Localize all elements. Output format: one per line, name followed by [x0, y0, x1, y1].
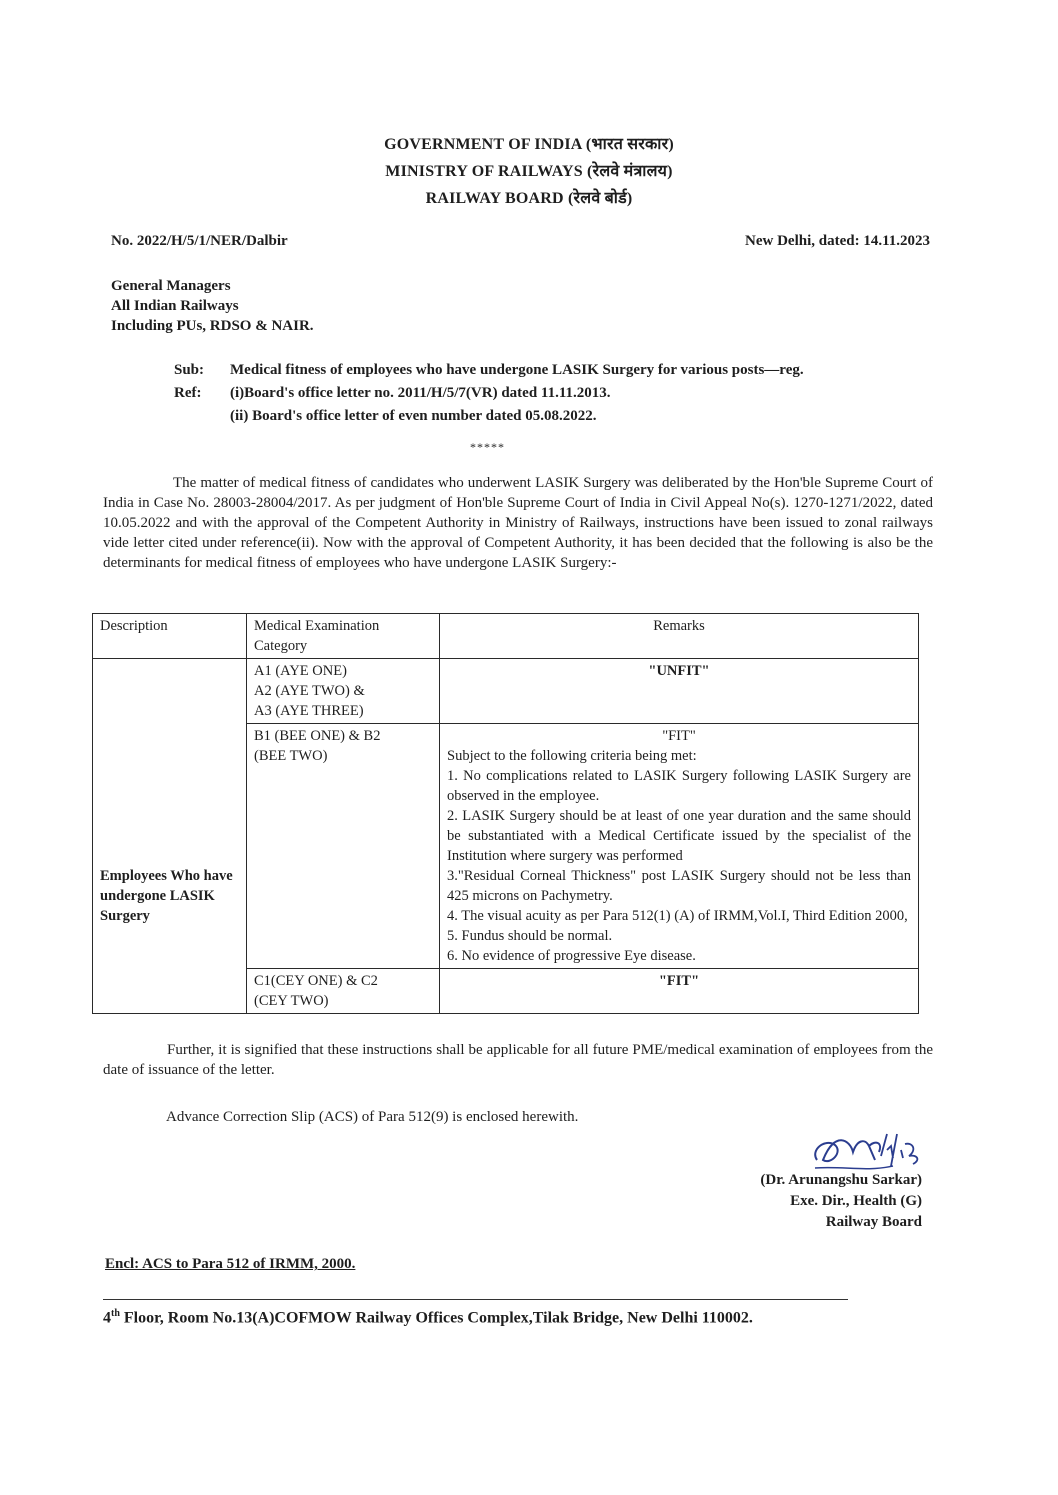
- subject-label: Sub:: [174, 362, 205, 378]
- letter-date: New Delhi, dated: 14.11.2023: [745, 233, 930, 249]
- category-cell: [247, 724, 440, 969]
- header-railway-board: RAILWAY BOARD (रेलवे बोर्ड): [425, 190, 633, 207]
- criteria-item: 6. No evidence of progressive Eye disease.: [447, 948, 696, 964]
- remark-cell: "UNFIT": [440, 659, 919, 724]
- category-line: (BEE TWO): [254, 748, 328, 764]
- header-government: GOVERNMENT OF INDIA (भारत सरकार): [384, 136, 674, 153]
- footer-address: [103, 1308, 753, 1327]
- table-row: [93, 659, 919, 724]
- category-line: (CEY TWO): [254, 993, 329, 1009]
- addressee-line: General Managers: [111, 278, 231, 294]
- further-paragraph: Further, it is signified that these instructions shall be applicable for all future PME/medical examination of employees from the date of issuance of the letter.: [103, 1042, 933, 1078]
- criteria-item: 3."Residual Corneal Thickness" post LASIK Surgery should not be less than 425 microns on Pachymetry.: [447, 868, 911, 904]
- category-line: A2 (AYE TWO) &: [254, 683, 365, 699]
- category-cell: [247, 659, 440, 724]
- signatory-designation: Exe. Dir., Health (G): [790, 1193, 922, 1209]
- subject-text: Medical fitness of employees who have undergone LASIK Surgery for various posts—reg.: [230, 362, 804, 378]
- category-line: B1 (BEE ONE) & B2: [254, 728, 381, 744]
- addressee-block: [111, 276, 461, 336]
- signatory-name: (Dr. Arunangshu Sarkar): [760, 1172, 922, 1188]
- signature-image: [805, 1120, 935, 1180]
- ref-label: Ref:: [174, 385, 202, 401]
- header-description: Description: [93, 614, 247, 659]
- reference-number: No. 2022/H/5/1/NER/Dalbir: [111, 233, 288, 249]
- header-remarks: Remarks: [440, 614, 919, 659]
- category-cell: [247, 969, 440, 1014]
- remark-cell: [440, 724, 919, 969]
- fitness-table: [92, 613, 919, 1014]
- ref-two: (ii) Board's office letter of even number dated 05.08.2022.: [230, 408, 597, 424]
- category-line: C1(CEY ONE) & C2: [254, 973, 378, 989]
- criteria-item: 4. The visual acuity as per Para 512(1) (A) of IRMM,Vol.I, Third Edition 2000,: [447, 908, 908, 924]
- addressee-line: Including PUs, RDSO & NAIR.: [111, 318, 314, 334]
- header-ministry: MINISTRY OF RAILWAYS (रेलवे मंत्रालय): [385, 163, 673, 180]
- footer-divider: [103, 1299, 848, 1300]
- description-text: Employees Who have undergone LASIK Surgery: [100, 868, 233, 924]
- table-header-row: [93, 614, 919, 659]
- footer-address-text: Floor, Room No.13(A)COFMOW Railway Offices Complex,Tilak Bridge, New Delhi 110002.: [119, 1309, 753, 1327]
- criteria-item: 1. No complications related to LASIK Surgery following LASIK Surgery are observed in the employee.: [447, 768, 911, 804]
- footer-floor-number: 4: [103, 1309, 111, 1327]
- description-cell: [93, 659, 247, 1014]
- criteria-intro: Subject to the following criteria being met:: [447, 748, 697, 764]
- signatory-office: Railway Board: [825, 1214, 922, 1230]
- body-paragraph: The matter of medical fitness of candidates who underwent LASIK Surgery was deliberated by the Hon'ble Supreme Court of India in Case No. 28003-28004/2017. As per judgment of Hon'ble Supreme Court of India in Civil Appeal No(s). 1270-1271/2022, dated 10.05.2022 and with the approval of the Competent Authority in Ministry of Railways, instructions have been issued to zonal railways vide letter cited under reference(ii). Now with the approval of Competent Authority, it has been decided that the following is also be the determinants for medical fitness of employees who have undergone LASIK Surgery:-: [103, 475, 933, 571]
- remark-title: "FIT": [662, 728, 696, 744]
- category-line: A3 (AYE THREE): [254, 703, 364, 719]
- criteria-item: 5. Fundus should be normal.: [447, 928, 613, 944]
- enclosure-note: Encl: ACS to Para 512 of IRMM, 2000.: [105, 1256, 356, 1272]
- category-line: A1 (AYE ONE): [254, 663, 347, 679]
- header-category: Medical Examination Category: [247, 614, 440, 659]
- addressee-line: All Indian Railways: [111, 298, 239, 314]
- acs-paragraph: Advance Correction Slip (ACS) of Para 512(9) is enclosed herewith.: [166, 1109, 579, 1125]
- separator-stars: *****: [470, 440, 505, 454]
- footer-floor-suffix: th: [111, 1308, 120, 1319]
- ref-one: (i)Board's office letter no. 2011/H/5/7(VR) dated 11.11.2013.: [230, 385, 611, 401]
- remark-cell: "FIT": [440, 969, 919, 1014]
- criteria-item: 2. LASIK Surgery should be at least of one year duration and the same should be substantiated with a Medical Certificate issued by the specialist of the Institution where surgery was performed: [447, 808, 911, 864]
